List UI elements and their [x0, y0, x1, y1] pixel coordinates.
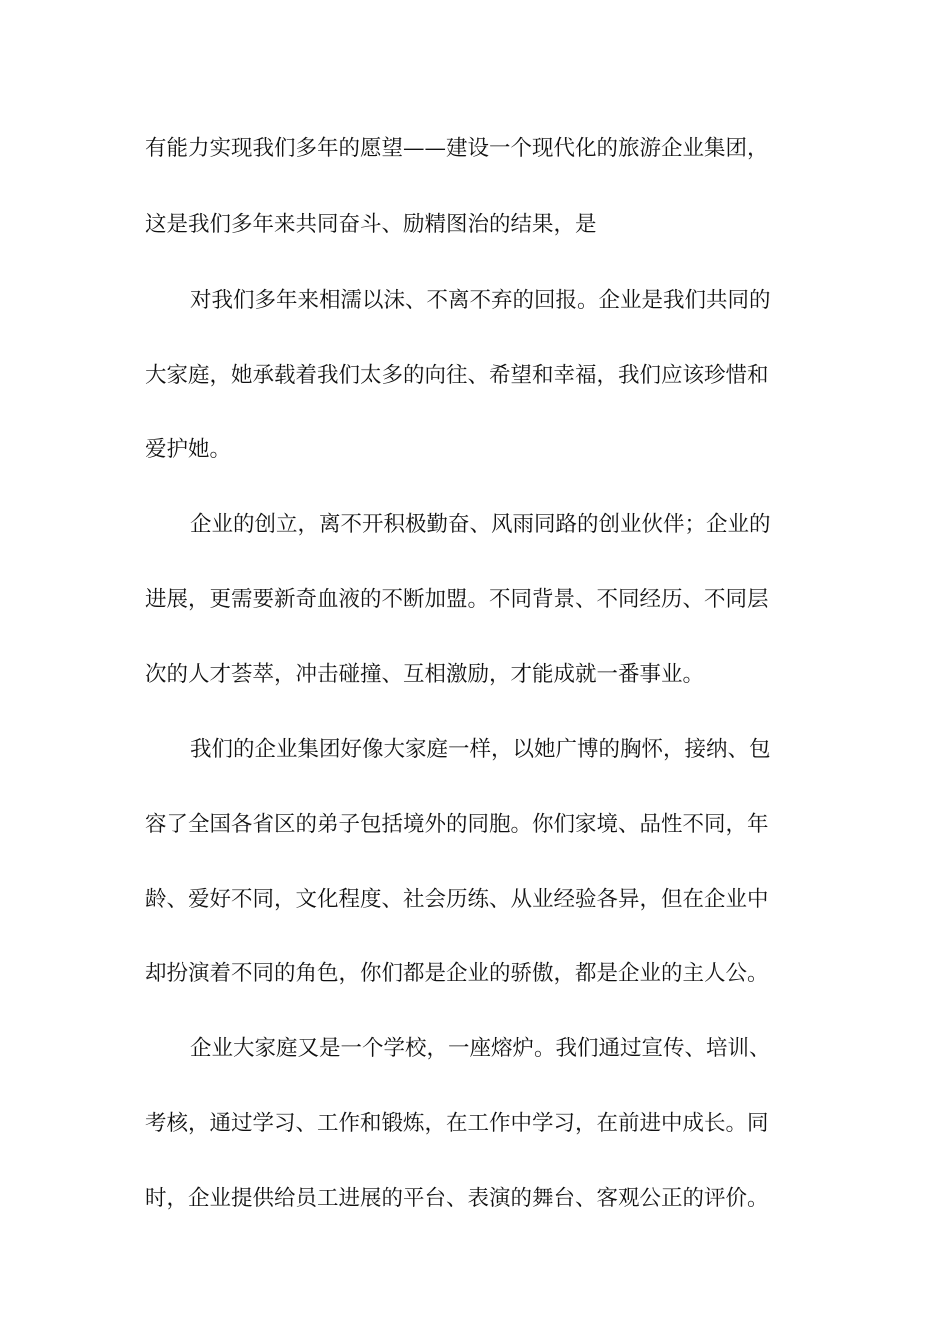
text-line: 时，企业提供给员工进展的平台、表演的舞台、客观公正的评价。 — [145, 1186, 769, 1211]
text-line: 大家庭，她承载着我们太多的向往、希望和幸福，我们应该珍惜和 — [145, 363, 769, 388]
text-line: 次的人才荟萃，冲击碰撞、互相激励，才能成就一番事业。 — [145, 662, 705, 687]
paragraph-first-line: 企业的创立，离不开积极勤奋、风雨同路的创业伙伴；企业的 — [190, 512, 771, 537]
text-line: 却扮演着不同的角色，你们都是企业的骄傲，都是企业的主人公。 — [145, 961, 769, 986]
text-line: 进展，更需要新奇血液的不断加盟。不同背景、不同经历、不同层 — [145, 587, 769, 612]
paragraph-first-line: 我们的企业集团好像大家庭一样，以她广博的胸怀，接纳、包 — [190, 737, 771, 762]
text-line: 考核，通过学习、工作和锻炼，在工作中学习，在前进中成长。同 — [145, 1111, 769, 1136]
text-line: 有能力实现我们多年的愿望——建设一个现代化的旅游企业集团， — [145, 136, 769, 161]
text-line: 这是我们多年来共同奋斗、励精图治的结果，是 — [145, 212, 597, 237]
paragraph-first-line: 企业大家庭又是一个学校，一座熔炉。我们通过宣传、培训、 — [190, 1036, 771, 1061]
text-line: 龄、爱好不同，文化程度、社会历练、从业经验各异，但在企业中 — [145, 887, 769, 912]
paragraph-first-line: 对我们多年来相濡以沫、不离不弃的回报。企业是我们共同的 — [190, 288, 771, 313]
text-line: 爱护她。 — [145, 437, 232, 462]
text-line: 容了全国各省区的弟子包括境外的同胞。你们家境、品性不同，年 — [145, 812, 769, 837]
